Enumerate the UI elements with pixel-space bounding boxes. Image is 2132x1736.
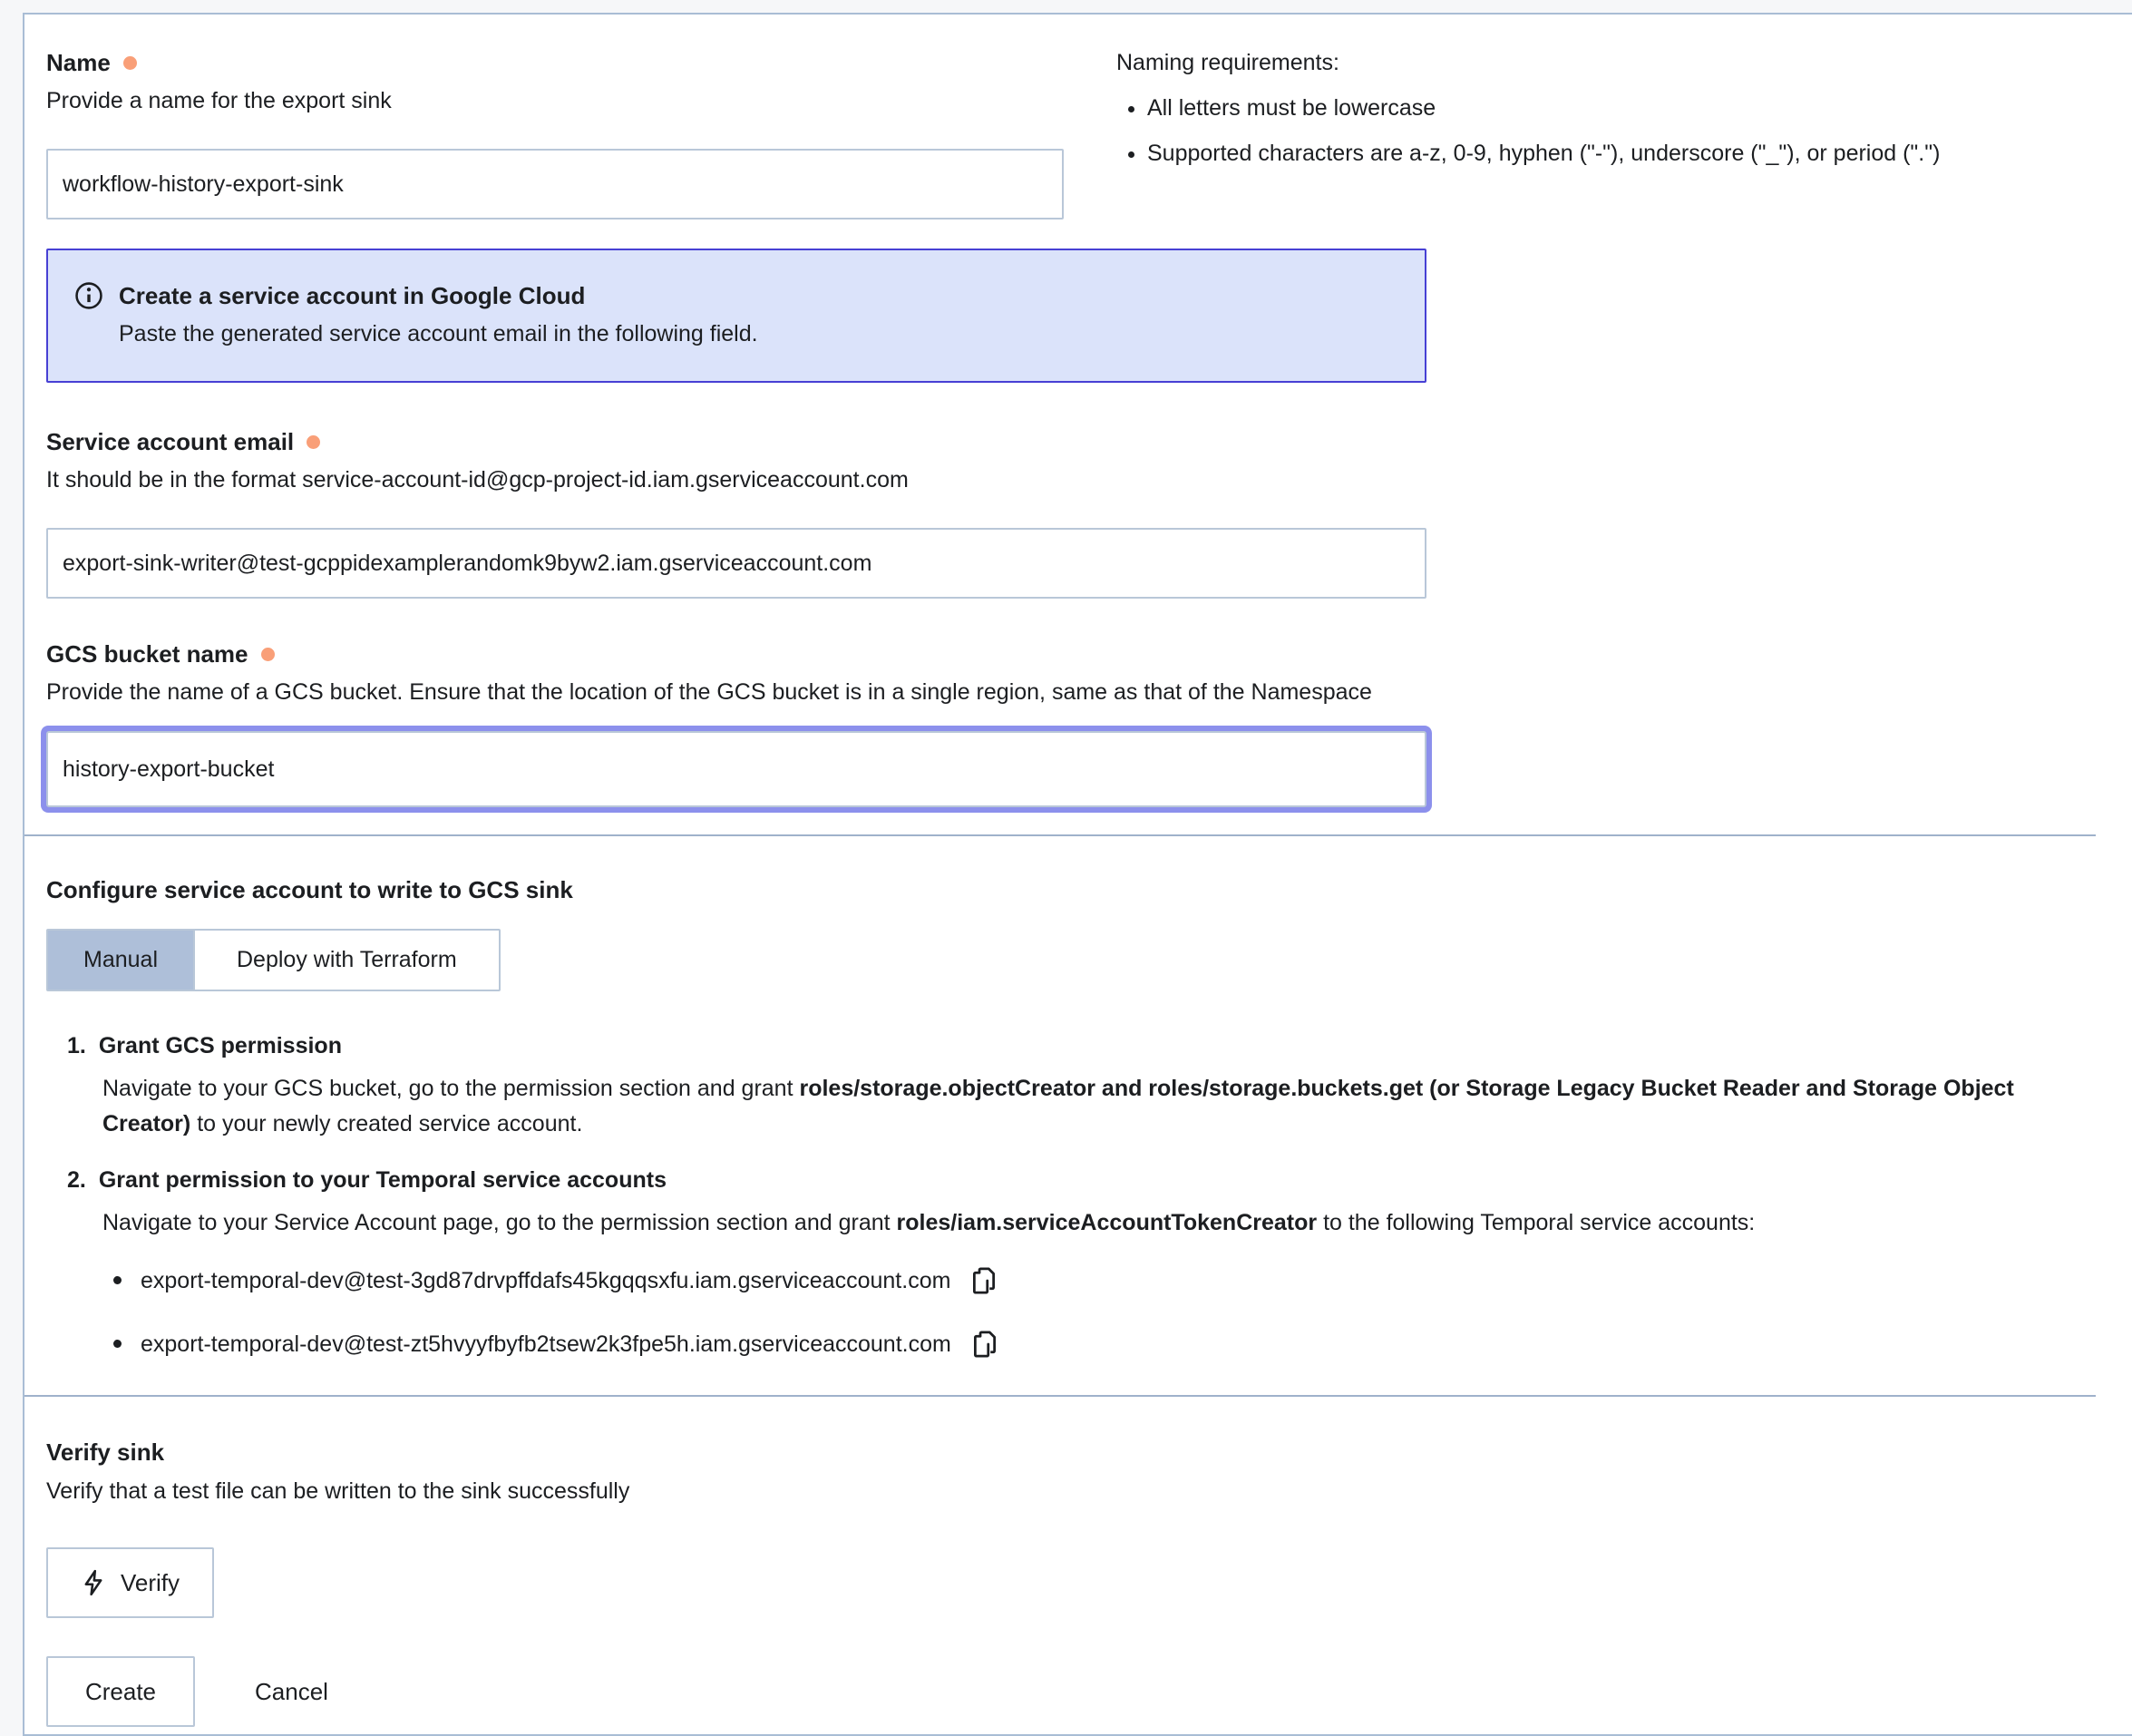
step-grant-temporal-permission bbox=[67, 1164, 2096, 1361]
step-title: Grant GCS permission bbox=[98, 1033, 342, 1058]
verify-button-label: Verify bbox=[121, 1568, 180, 1596]
info-box-description: Paste the generated service account email in the following field. bbox=[119, 321, 758, 346]
verify-sink-description: Verify that a test file can be written to the sink successfully bbox=[46, 1478, 630, 1504]
step-heading bbox=[67, 1029, 2096, 1062]
step-number: 2. bbox=[67, 1167, 86, 1193]
sink-name-input[interactable] bbox=[46, 149, 1064, 219]
step-body bbox=[102, 1071, 2088, 1142]
service-account-info-box bbox=[46, 249, 1426, 383]
verify-button[interactable] bbox=[46, 1547, 214, 1618]
step-number: 1. bbox=[67, 1033, 86, 1058]
step-body-text: Navigate to your GCS bucket, go to the permission section and grant bbox=[102, 1076, 800, 1101]
info-icon bbox=[73, 280, 104, 311]
name-label: Name bbox=[46, 48, 111, 76]
form-actions bbox=[46, 1656, 2096, 1727]
service-account-email-input[interactable] bbox=[46, 528, 1426, 599]
required-dot-icon bbox=[261, 648, 275, 661]
configure-steps bbox=[46, 1029, 2096, 1361]
name-row bbox=[46, 47, 2096, 219]
section-divider bbox=[24, 1395, 2096, 1397]
zap-icon bbox=[81, 1568, 106, 1597]
step-body-roles: roles/iam.serviceAccountTokenCreator bbox=[896, 1210, 1318, 1235]
step-body-text: to the following Temporal service accounts: bbox=[1317, 1210, 1756, 1235]
name-field-block bbox=[46, 47, 1064, 219]
naming-requirements bbox=[1116, 47, 1940, 169]
step-body-roles: roles/storage.objectCreator and roles/storage.buckets.get (or Storage Legacy Bucket Reader and Storage Object Creator) bbox=[102, 1076, 2014, 1136]
service-account-email-label: Service account email bbox=[46, 427, 295, 455]
gcs-bucket-label-row bbox=[46, 639, 2096, 669]
naming-requirement-item: • Supported characters are a-z, 0-9, hyphen ("-"), underscore ("_"), or period (".") bbox=[1147, 138, 1940, 169]
required-dot-icon bbox=[307, 435, 320, 449]
tab-deploy-with-terraform[interactable]: Deploy with Terraform bbox=[193, 931, 499, 990]
service-account-email-description: It should be in the format service-account-id@gcp-project-id.iam.gserviceaccount.com bbox=[46, 467, 909, 493]
temporal-service-account-email: export-temporal-dev@test-zt5hvyyfbyfb2tsew2k3fpe5h.iam.gserviceaccount.com bbox=[141, 1331, 951, 1357]
temporal-service-account-item bbox=[102, 1264, 2096, 1297]
required-dot-icon bbox=[123, 56, 137, 70]
info-box-content bbox=[119, 279, 758, 350]
naming-requirements-title: Naming requirements: bbox=[1116, 50, 1339, 75]
gcs-bucket-input[interactable] bbox=[46, 731, 1426, 807]
service-account-email-block bbox=[46, 426, 2096, 599]
naming-requirements-list bbox=[1116, 93, 1940, 169]
step-body-text: Navigate to your Service Account page, go to the permission section and grant bbox=[102, 1210, 897, 1235]
temporal-service-account-item bbox=[102, 1328, 2096, 1361]
gcs-bucket-label: GCS bucket name bbox=[46, 639, 248, 668]
step-body bbox=[102, 1205, 2088, 1241]
service-account-email-label-row bbox=[46, 426, 2096, 457]
name-label-row bbox=[46, 47, 1064, 78]
info-box-title: Create a service account in Google Cloud bbox=[119, 282, 586, 309]
configure-section-title: Configure service account to write to GCS sink bbox=[46, 876, 573, 903]
gcs-bucket-description: Provide the name of a GCS bucket. Ensure that the location of the GCS bucket is in a single region, same as that of the Namespace bbox=[46, 679, 1372, 705]
copy-button[interactable] bbox=[970, 1264, 999, 1297]
tab-manual[interactable]: Manual bbox=[48, 931, 193, 990]
step-heading bbox=[67, 1164, 2096, 1196]
create-button[interactable]: Create bbox=[46, 1656, 195, 1727]
export-sink-form-panel bbox=[23, 13, 2132, 1736]
gcs-bucket-block bbox=[46, 639, 2096, 807]
step-title: Grant permission to your Temporal service accounts bbox=[98, 1167, 667, 1193]
name-description: Provide a name for the export sink bbox=[46, 88, 392, 113]
copy-button[interactable] bbox=[971, 1328, 1000, 1361]
step-body-text: to your newly created service account. bbox=[190, 1111, 583, 1136]
temporal-service-account-email: export-temporal-dev@test-3gd87drvpffdafs45kgqqsxfu.iam.gserviceaccount.com bbox=[141, 1268, 951, 1293]
naming-requirement-item: • All letters must be lowercase bbox=[1147, 93, 1940, 123]
verify-sink-title: Verify sink bbox=[46, 1439, 165, 1466]
configure-tabs bbox=[46, 929, 501, 991]
cancel-button[interactable]: Cancel bbox=[255, 1677, 328, 1705]
section-divider bbox=[24, 834, 2096, 836]
step-grant-gcs-permission bbox=[67, 1029, 2096, 1142]
temporal-service-account-list bbox=[102, 1264, 2096, 1361]
